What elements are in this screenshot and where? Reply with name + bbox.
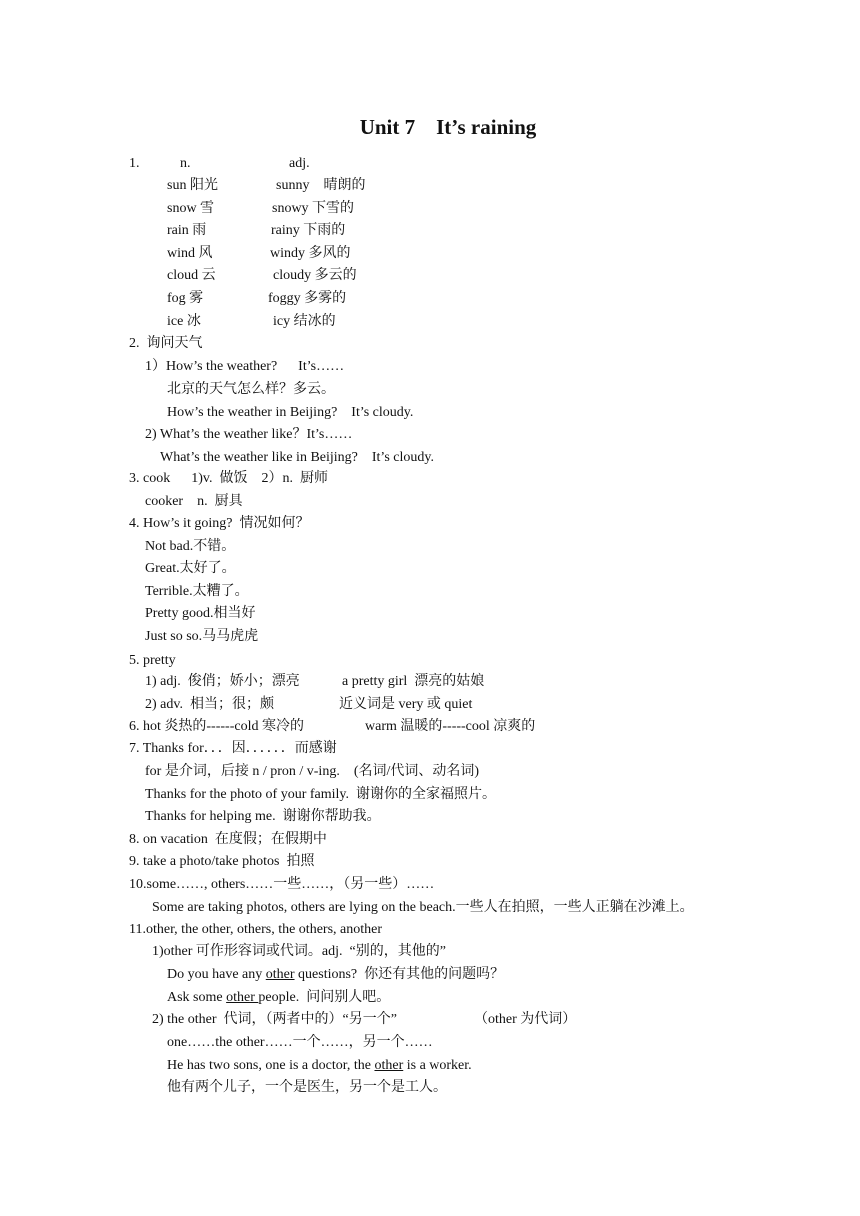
section-2-line-4: 2) What’s the weather like？It’s…… [145, 427, 353, 442]
noun-wind: wind 风 [167, 246, 213, 261]
page-title: Unit 7 It’s raining [359, 115, 537, 139]
text: Do you have any [167, 967, 266, 982]
text: people. 问问别人吧。 [258, 990, 391, 1005]
adj-snowy: snowy 下雪的 [272, 201, 355, 216]
section-5-line-2a: 2) adv. 相当；很；颇 [145, 697, 274, 712]
section-4-item: Not bad.不错。 [145, 539, 236, 554]
text: is a worker. [403, 1058, 472, 1073]
text: questions? 你还有其他的问题吗？ [294, 967, 505, 982]
section-11-line-7 [167, 1057, 472, 1075]
section-11-line-3 [167, 966, 504, 984]
underlined-word: other [374, 1058, 404, 1073]
section-2-line-3: How’s the weather in Beijing? It’s cloudy. [167, 405, 414, 420]
section-4-heading: 4. How’s it going? 情况如何？ [129, 516, 310, 531]
section-4-item: Just so so.马马虎虎 [145, 629, 259, 644]
section-11-line-1: 11.other, the other, others, the others, another [129, 922, 383, 937]
section-11-line-5a: 2) the other 代词，（两者中的）“另一个” [152, 1012, 397, 1027]
adj-rainy: rainy 下雨的 [271, 223, 346, 238]
section-3-line-2: cooker n. 厨具 [145, 494, 243, 509]
section-7-line-3: Thanks for the photo of your family. 谢谢你的全家福照片。 [145, 787, 496, 802]
text: Ask some [167, 990, 227, 1005]
adj-foggy: foggy 多雾的 [268, 291, 347, 306]
section-6-b: warm 温暖的-----cool 凉爽的 [365, 719, 536, 734]
noun-fog: fog 雾 [167, 291, 204, 306]
section-5-line-1a: 1) adj. 俊俏；娇小；漂亮 [145, 674, 300, 689]
section-11-line-8: 他有两个儿子，一个是医生，另一个是工人。 [167, 1080, 447, 1095]
noun-snow: snow 雪 [167, 201, 215, 216]
section-11-line-5b: （other 为代词） [474, 1012, 577, 1027]
section-2-line-2: 北京的天气怎么样？多云。 [167, 382, 335, 397]
adj-sunny: sunny 晴朗的 [276, 178, 366, 193]
section-2-line-5: What’s the weather like in Beijing? It’s cloudy. [160, 450, 434, 465]
section-1-number: 1. [129, 156, 140, 171]
adj-icy: icy 结冰的 [273, 314, 336, 329]
section-7-line-4: Thanks for helping me. 谢谢你帮助我。 [145, 809, 381, 824]
section-3-line-1: 3. cook 1)v. 做饭 2）n. 厨师 [129, 471, 328, 486]
section-4-item: Terrible.太糟了。 [145, 584, 249, 599]
underlined-word: other [265, 967, 295, 982]
section-5-line-2b: 近义词是 very 或 quiet [339, 697, 473, 712]
underlined-word: other [226, 990, 259, 1005]
noun-rain: rain 雨 [167, 223, 207, 238]
section-4-item: Pretty good.相当好 [145, 606, 256, 621]
header-noun: n. [180, 156, 191, 171]
section-7-line-2: for 是介词，后接 n / pron / v-ing. (名词/代词、动名词) [145, 764, 480, 779]
adj-windy: windy 多风的 [270, 246, 351, 261]
section-5-line-1b: a pretty girl 漂亮的姑娘 [342, 674, 485, 689]
noun-ice: ice 冰 [167, 314, 201, 329]
adj-cloudy: cloudy 多云的 [273, 268, 357, 283]
section-11-line-6: one……the other……一个……，另一个…… [167, 1035, 433, 1050]
section-9: 9. take a photo/take photos 拍照 [129, 854, 315, 869]
text: He has two sons, one is a doctor, the [167, 1058, 375, 1073]
section-4-item: Great.太好了。 [145, 561, 236, 576]
section-2-line-1: 1）How’s the weather? It’s…… [145, 359, 345, 374]
section-11-line-4 [167, 989, 390, 1007]
section-10-line-1: 10.some……, others……一些……，（另一些）…… [129, 877, 435, 892]
section-10-line-2: Some are taking photos, others are lying on the beach.一些人在拍照，一些人正躺在沙滩上。 [152, 900, 694, 915]
noun-sun: sun 阳光 [167, 178, 218, 193]
section-11-line-2: 1)other 可作形容词或代词。adj. “别的，其他的” [152, 944, 446, 959]
section-2-heading: 2. 询问天气 [129, 336, 203, 351]
section-8: 8. on vacation 在度假；在假期中 [129, 832, 327, 847]
section-6-a: 6. hot 炎热的------cold 寒冷的 [129, 719, 304, 734]
noun-cloud: cloud 云 [167, 268, 216, 283]
section-7-line-1: 7. Thanks for．．．因．．．．．．而感谢 [129, 741, 337, 756]
header-adjective: adj. [289, 156, 310, 171]
section-5-heading: 5. pretty [129, 653, 176, 668]
